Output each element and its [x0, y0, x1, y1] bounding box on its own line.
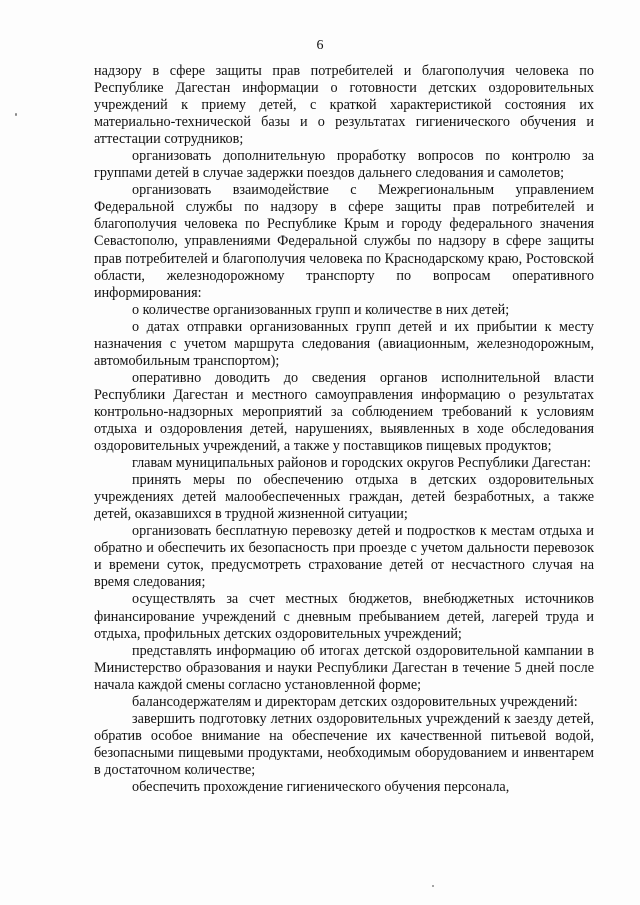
paragraph-10: осуществлять за счет местных бюджетов, внебюджетных источников финансирование учреждений с дневным пребыванием детей, лагерей труда и отдыха, профильных детских оздоровительных учреждений; — [94, 591, 594, 642]
page-number: 6 — [316, 38, 324, 53]
paragraph-9: организовать бесплатную перевозку детей и подростков к местам отдыха и обратно и обеспечить их безопасность при проезде с учетом дальности перевозок и времени суток, предусмотреть страхование детей от несчастного случая на время следования; — [94, 523, 594, 591]
scan-speck — [432, 885, 434, 887]
paragraph-4: о количестве организованных групп и количестве в них детей; — [132, 301, 510, 318]
paragraph-5: о датах отправки организованных групп детей и их прибытии к месту назначения с учетом маршрута следования (авиационным, железнодорожным, автомобильным транспортом); — [94, 318, 594, 369]
paragraph-7: главам муниципальных районов и городских округов Республики Дагестан: — [132, 455, 591, 472]
paragraph-2: организовать дополнительную проработку вопросов по контролю за группами детей в случае задержки поездов дальнего следования и самолетов; — [94, 148, 594, 182]
paragraph-6: оперативно доводить до сведения органов исполнительной власти Республики Дагестан и местного самоуправления информацию о результатах контрольно-надзорных мероприятий за соблюдением требований к условиям отдыха и оздоровления детей, нарушениях, выявленных в ходе обследования оздоровительных учреждений, а также у поставщиков пищевых продуктов; — [94, 369, 594, 455]
paragraph-13: завершить подготовку летних оздоровительных учреждений к заезду детей, обратив особое внимание на обеспечение их качественной питьевой водой, безопасными пищевыми продуктами, необходимым оборудованием и инвентарем в достаточном количестве; — [94, 710, 594, 778]
paragraph-12: балансодержателям и директорам детских оздоровительных учреждений: — [132, 693, 578, 710]
scan-speck — [15, 113, 17, 116]
paragraph-14: обеспечить прохождение гигиенического обучения персонала, — [132, 778, 510, 795]
paragraph-3: организовать взаимодействие с Межрегиональным управлением Федеральной службы по надзору в сфере защиты прав потребителей и благополучия человека по Республике Крым и городу федерального значения Севастополю, управлениями Федеральной службы по надзору в сфере защиты прав потребителей и благополучия человека по Краснодарскому краю, Ростовской области, железнодорожному транспорту по вопросам оперативного информирования: — [94, 182, 594, 301]
document-body — [94, 63, 594, 796]
paragraph-11: представлять информацию об итогах детской оздоровительной кампании в Министерство образования и науки Республики Дагестан в течение 5 дней после начала каждой смены согласно установленной форме; — [94, 642, 594, 693]
paragraph-8: принять меры по обеспечению отдыха в детских оздоровительных учреждениях детей малообеспеченных граждан, детей безработных, а также детей, оказавшихся в трудной жизненной ситуации; — [94, 472, 594, 523]
paragraph-1: надзору в сфере защиты прав потребителей и благополучия человека по Республике Дагестан информации о готовности детских оздоровительных учреждений к приему детей, с краткой характеристикой состояния их материально-технической базы и о результатах гигиенического обучения и аттестации сотрудников; — [94, 63, 594, 148]
